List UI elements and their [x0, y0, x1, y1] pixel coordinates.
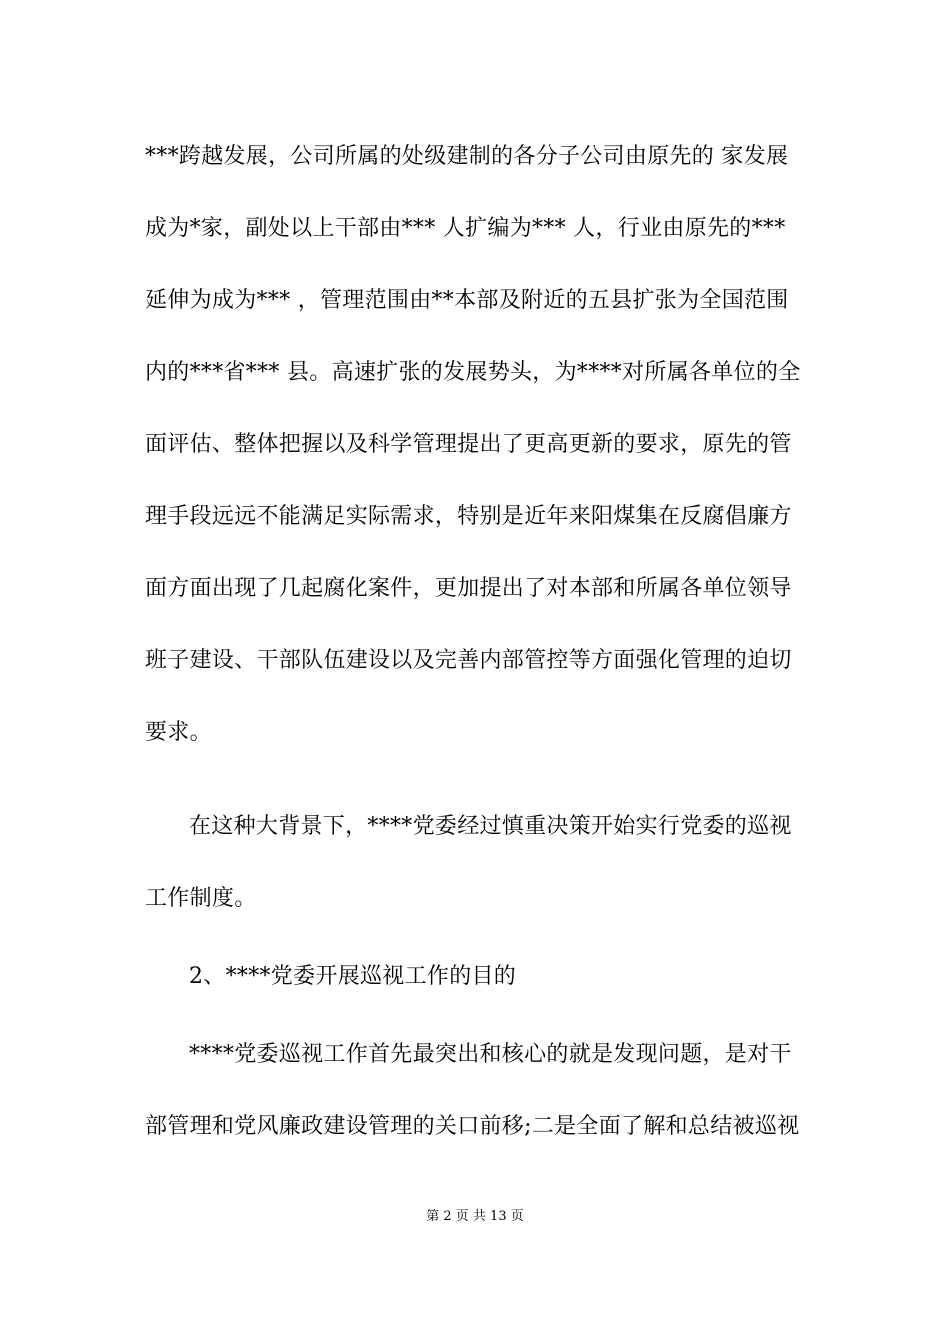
body-text-line: 理手段远远不能满足实际需求，特别是近年来阳煤集在反腐倡廉方 [145, 504, 792, 529]
paragraph-first-line: ****党委巡视工作首先最突出和核心的就是发现问题，是对干 [189, 1042, 792, 1067]
body-text-line: 面方面出现了几起腐化案件，更加提出了对本部和所属各单位领导 [145, 576, 792, 601]
body-text-line: 班子建设、干部队伍建设以及完善内部管控等方面强化管理的迫切 [145, 648, 792, 673]
section-heading: 2、****党委开展巡视工作的目的 [189, 964, 517, 989]
page-number-footer: 第 2 页 共 13 页 [426, 1209, 524, 1224]
body-text-line: 工作制度。 [145, 886, 257, 911]
body-text-line: 成为*家，副处以上干部由*** 人扩编为*** 人，行业由原先的*** [145, 216, 786, 241]
paragraph-first-line: 在这种大背景下，****党委经过慎重决策开始实行党委的巡视 [189, 814, 792, 839]
body-text-line: ***跨越发展，公司所属的处级建制的各分子公司由原先的 家发展 [145, 144, 789, 169]
body-text-line: 延伸为成为*** ，管理范围由**本部及附近的五县扩张为全国范围 [145, 288, 789, 313]
body-text-line: 部管理和党风廉政建设管理的关口前移;二是全面了解和总结被巡视 [145, 1114, 800, 1139]
body-text-line: 要求。 [145, 720, 212, 745]
body-text-line: 内的***省*** 县。高速扩张的发展势头，为****对所属各单位的全 [145, 360, 801, 385]
body-text-line: 面评估、整体把握以及科学管理提出了更高更新的要求，原先的管 [145, 432, 792, 457]
